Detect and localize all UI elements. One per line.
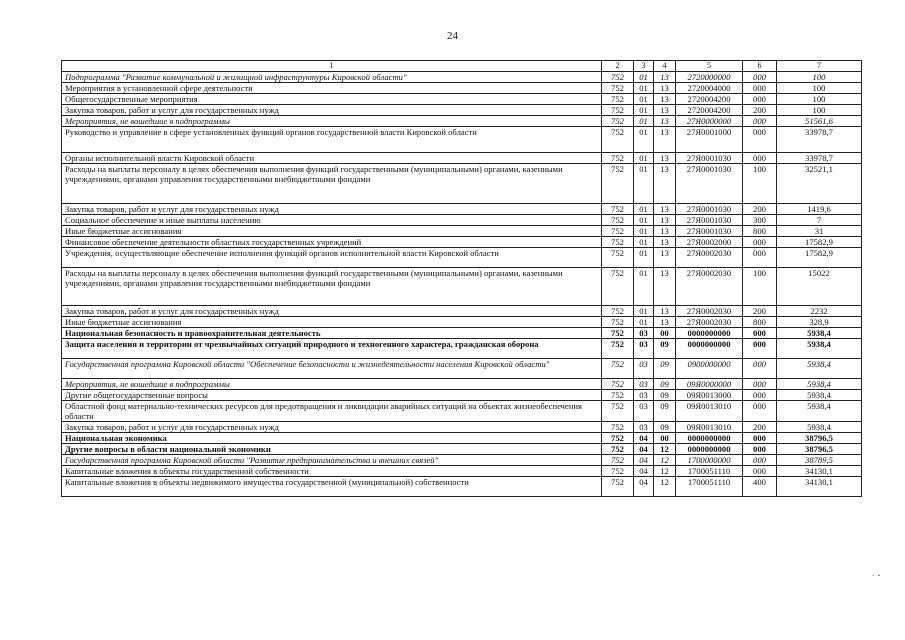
table-row [62,317,862,328]
section-cell: 01 [634,72,654,83]
subsection-cell: 09 [654,339,676,359]
code-cell: 752 [602,226,634,237]
code-cell: 752 [602,248,634,268]
expense-type-cell: 000 [743,390,777,401]
table-row [62,204,862,215]
section-cell: 01 [634,237,654,248]
row-name-cell: Закупка товаров, работ и услуг для государственных нужд [62,306,602,317]
code-cell: 752 [602,83,634,94]
column-header: 3 [634,61,654,72]
amount-cell: 38789,5 [777,455,862,466]
row-name-cell: Защита населения и территории от чрезвычайных ситуаций природного и техногенного характера, гражданская оборона [62,339,602,359]
expense-type-cell: 000 [743,433,777,444]
table-row [62,153,862,164]
subsection-cell: 13 [654,105,676,116]
expense-type-cell: 000 [743,94,777,105]
code-cell: 752 [602,317,634,328]
row-name-cell: Закупка товаров, работ и услуг для государственных нужд [62,105,602,116]
row-name-cell: Расходы на выплаты персоналу в целях обеспечения выполнения функций государственными (муниципальными) органами, казенными учреждениями, органами управления государственными внебюджетными фондами [62,268,602,306]
subsection-cell: 13 [654,164,676,204]
table-row [62,466,862,477]
row-name-cell: Руководство и управление в сфере установленных функций органов государственной власти Кировской области [62,127,602,153]
expense-type-cell: 000 [743,237,777,248]
amount-cell: 100 [777,72,862,83]
subsection-cell: 13 [654,306,676,317]
amount-cell: 100 [777,105,862,116]
row-name-cell: Капитальные вложения в объекты государственной собственности [62,466,602,477]
section-cell: 01 [634,164,654,204]
expense-type-cell: 000 [743,72,777,83]
row-name-cell: Финансовое обеспечение деятельности областных государственных учреждений [62,237,602,248]
amount-cell: 33978,7 [777,127,862,153]
amount-cell: 5938,4 [777,390,862,401]
expense-type-cell: 800 [743,226,777,237]
amount-cell: 38796,5 [777,444,862,455]
row-name-cell: Областной фонд материально-технических ресурсов для предотвращения и ликвидации аварийных ситуаций на объектах жизнеобеспечения области [62,401,602,422]
amount-cell: 2232 [777,306,862,317]
target-article-cell: 27Я0002030 [676,268,743,306]
expense-type-cell: 000 [743,339,777,359]
code-cell: 752 [602,94,634,105]
table-row [62,359,862,379]
code-cell: 752 [602,164,634,204]
target-article-cell: 27Я0002030 [676,306,743,317]
amount-cell: 100 [777,83,862,94]
row-name-cell: Капитальные вложения в объекты недвижимого имущества государственной (муниципальной) собственности [62,477,602,497]
table-row [62,164,862,204]
subsection-cell: 09 [654,401,676,422]
expense-type-cell: 300 [743,215,777,226]
table-row [62,72,862,83]
amount-cell: 5938,4 [777,422,862,433]
table-row [62,94,862,105]
row-name-cell: Иные бюджетные ассигнования [62,317,602,328]
section-cell: 01 [634,153,654,164]
code-cell: 752 [602,328,634,339]
code-cell: 752 [602,105,634,116]
code-cell: 752 [602,466,634,477]
section-cell: 03 [634,328,654,339]
expense-type-cell: 000 [743,466,777,477]
target-article-cell: 27Я0001030 [676,226,743,237]
row-name-cell: Социальное обеспечение и иные выплаты населению [62,215,602,226]
code-cell: 752 [602,268,634,306]
section-cell: 01 [634,226,654,237]
table-row [62,215,862,226]
table-row [62,328,862,339]
column-header: 2 [602,61,634,72]
subsection-cell: 13 [654,204,676,215]
expense-type-cell: 000 [743,83,777,94]
amount-cell: 5938,4 [777,359,862,379]
subsection-cell: 13 [654,72,676,83]
code-cell: 752 [602,204,634,215]
subsection-cell: 13 [654,83,676,94]
subsection-cell: 13 [654,127,676,153]
amount-cell: 7 [777,215,862,226]
expense-type-cell: 000 [743,379,777,390]
target-article-cell: 2720000000 [676,72,743,83]
row-name-cell: Расходы на выплаты персоналу в целях обеспечения выполнения функций государственными (муниципальными) органами, казенными учреждениями, органами управления государственными внебюджетными фондами [62,164,602,204]
row-name-cell: Национальная безопасность и правоохранительная деятельность [62,328,602,339]
table-row [62,105,862,116]
subsection-cell: 13 [654,215,676,226]
subsection-cell: 13 [654,317,676,328]
section-cell: 04 [634,444,654,455]
row-name-cell: Общегосударственные мероприятия [62,94,602,105]
target-article-cell: 0000000000 [676,339,743,359]
table-row [62,127,862,153]
section-cell: 01 [634,127,654,153]
subsection-cell: 00 [654,433,676,444]
amount-cell: 17582,9 [777,248,862,268]
expense-type-cell: 000 [743,359,777,379]
column-header: 4 [654,61,676,72]
table-row [62,390,862,401]
amount-cell: 34130,1 [777,477,862,497]
target-article-cell: 27Я0001000 [676,127,743,153]
row-name-cell: Иные бюджетные ассигнования [62,226,602,237]
target-article-cell: 09Я0013000 [676,390,743,401]
amount-cell: 17582,9 [777,237,862,248]
section-cell: 03 [634,401,654,422]
column-header: 5 [676,61,743,72]
table-row [62,116,862,127]
target-article-cell: 0000000000 [676,444,743,455]
target-article-cell: 27Я0002030 [676,317,743,328]
subsection-cell: 00 [654,328,676,339]
table-row [62,433,862,444]
subsection-cell: 13 [654,94,676,105]
target-article-cell: 1700051110 [676,477,743,497]
target-article-cell: 2720004000 [676,83,743,94]
subsection-cell: 09 [654,379,676,390]
margin-mark: · - [872,570,881,580]
target-article-cell: 09Я0013010 [676,422,743,433]
row-name-cell: Мероприятия, не вошедшие в подпрограммы [62,379,602,390]
target-article-cell: 2720004200 [676,94,743,105]
table-row [62,422,862,433]
target-article-cell: 0000000000 [676,433,743,444]
row-name-cell: Подпрограмма "Развитие коммунальной и жилищной инфраструктуры Кировской области" [62,72,602,83]
code-cell: 752 [602,477,634,497]
subsection-cell: 13 [654,226,676,237]
table-row [62,248,862,268]
amount-cell: 32521,1 [777,164,862,204]
target-article-cell: 0000000000 [676,328,743,339]
budget-table [61,60,862,497]
target-article-cell: 27Я0002030 [676,248,743,268]
subsection-cell: 12 [654,466,676,477]
subsection-cell: 13 [654,116,676,127]
section-cell: 01 [634,105,654,116]
row-name-cell: Органы исполнительной власти Кировской области [62,153,602,164]
target-article-cell: 27Я0001030 [676,153,743,164]
table-row [62,379,862,390]
table-row [62,477,862,497]
table-header-row [62,61,862,72]
target-article-cell: 09Я0013010 [676,401,743,422]
expense-type-cell: 000 [743,127,777,153]
table-row [62,237,862,248]
target-article-cell: 0900000000 [676,359,743,379]
code-cell: 752 [602,127,634,153]
row-name-cell: Учреждения, осуществляющие обеспечение исполнения функций органов исполнительной власти Кировской области [62,248,602,268]
subsection-cell: 12 [654,477,676,497]
expense-type-cell: 200 [743,306,777,317]
column-header: 7 [777,61,862,72]
target-article-cell: 27Я0000000 [676,116,743,127]
row-name-cell: Другие вопросы в области национальной экономики [62,444,602,455]
expense-type-cell: 000 [743,328,777,339]
amount-cell: 328,9 [777,317,862,328]
code-cell: 752 [602,72,634,83]
subsection-cell: 09 [654,390,676,401]
amount-cell: 1419,6 [777,204,862,215]
section-cell: 01 [634,83,654,94]
code-cell: 752 [602,339,634,359]
amount-cell: 5938,4 [777,379,862,390]
column-header: 1 [62,61,602,72]
target-article-cell: 27Я0002000 [676,237,743,248]
section-cell: 03 [634,339,654,359]
section-cell: 03 [634,390,654,401]
subsection-cell: 09 [654,422,676,433]
subsection-cell: 09 [654,359,676,379]
subsection-cell: 13 [654,237,676,248]
row-name-cell: Закупка товаров, работ и услуг для государственных нужд [62,204,602,215]
expense-type-cell: 100 [743,164,777,204]
section-cell: 03 [634,359,654,379]
amount-cell: 15022 [777,268,862,306]
amount-cell: 31 [777,226,862,237]
expense-type-cell: 000 [743,444,777,455]
table-row [62,339,862,359]
expense-type-cell: 200 [743,105,777,116]
code-cell: 752 [602,116,634,127]
subsection-cell: 13 [654,268,676,306]
row-name-cell: Другие общегосударственные вопросы [62,390,602,401]
subsection-cell: 13 [654,153,676,164]
amount-cell: 33978,7 [777,153,862,164]
target-article-cell: 27Я0001030 [676,215,743,226]
table-row [62,444,862,455]
row-name-cell: Мероприятия, не вошедшие в подпрограммы [62,116,602,127]
code-cell: 752 [602,379,634,390]
row-name-cell: Государственная программа Кировской области "Развитие предпринимательства и внешних связей" [62,455,602,466]
code-cell: 752 [602,306,634,317]
section-cell: 01 [634,204,654,215]
amount-cell: 5938,4 [777,339,862,359]
target-article-cell: 27Я0001030 [676,204,743,215]
row-name-cell: Государственная программа Кировской области "Обеспечение безопасности и жизнедеятельности населения Кировской области" [62,359,602,379]
section-cell: 04 [634,466,654,477]
code-cell: 752 [602,422,634,433]
section-cell: 04 [634,477,654,497]
table-row [62,83,862,94]
section-cell: 04 [634,455,654,466]
expense-type-cell: 400 [743,477,777,497]
code-cell: 752 [602,433,634,444]
section-cell: 03 [634,379,654,390]
table-row [62,455,862,466]
amount-cell: 38796,5 [777,433,862,444]
code-cell: 752 [602,359,634,379]
code-cell: 752 [602,237,634,248]
section-cell: 01 [634,317,654,328]
amount-cell: 51561,6 [777,116,862,127]
section-cell: 01 [634,116,654,127]
expense-type-cell: 100 [743,268,777,306]
table-row [62,401,862,422]
code-cell: 752 [602,153,634,164]
section-cell: 01 [634,306,654,317]
amount-cell: 5938,4 [777,328,862,339]
section-cell: 01 [634,248,654,268]
code-cell: 752 [602,390,634,401]
section-cell: 03 [634,422,654,433]
amount-cell: 5938,4 [777,401,862,422]
section-cell: 01 [634,215,654,226]
expense-type-cell: 000 [743,248,777,268]
target-article-cell: 1700000000 [676,455,743,466]
target-article-cell: 2720004200 [676,105,743,116]
expense-type-cell: 800 [743,317,777,328]
expense-type-cell: 000 [743,116,777,127]
subsection-cell: 12 [654,455,676,466]
table-row [62,268,862,306]
table-row [62,306,862,317]
section-cell: 01 [634,94,654,105]
code-cell: 752 [602,455,634,466]
amount-cell: 34130,1 [777,466,862,477]
expense-type-cell: 000 [743,401,777,422]
row-name-cell: Закупка товаров, работ и услуг для государственных нужд [62,422,602,433]
subsection-cell: 12 [654,444,676,455]
amount-cell: 100 [777,94,862,105]
target-article-cell: 09Я0000000 [676,379,743,390]
section-cell: 01 [634,268,654,306]
page-number: 24 [447,30,458,42]
expense-type-cell: 200 [743,422,777,433]
target-article-cell: 27Я0001030 [676,164,743,204]
row-name-cell: Мероприятия в установленной сфере деятельности [62,83,602,94]
row-name-cell: Национальная экономика [62,433,602,444]
code-cell: 752 [602,444,634,455]
expense-type-cell: 000 [743,455,777,466]
table-row [62,226,862,237]
column-header: 6 [743,61,777,72]
code-cell: 752 [602,401,634,422]
section-cell: 04 [634,433,654,444]
code-cell: 752 [602,215,634,226]
expense-type-cell: 200 [743,204,777,215]
expense-type-cell: 000 [743,153,777,164]
subsection-cell: 13 [654,248,676,268]
target-article-cell: 1700051110 [676,466,743,477]
